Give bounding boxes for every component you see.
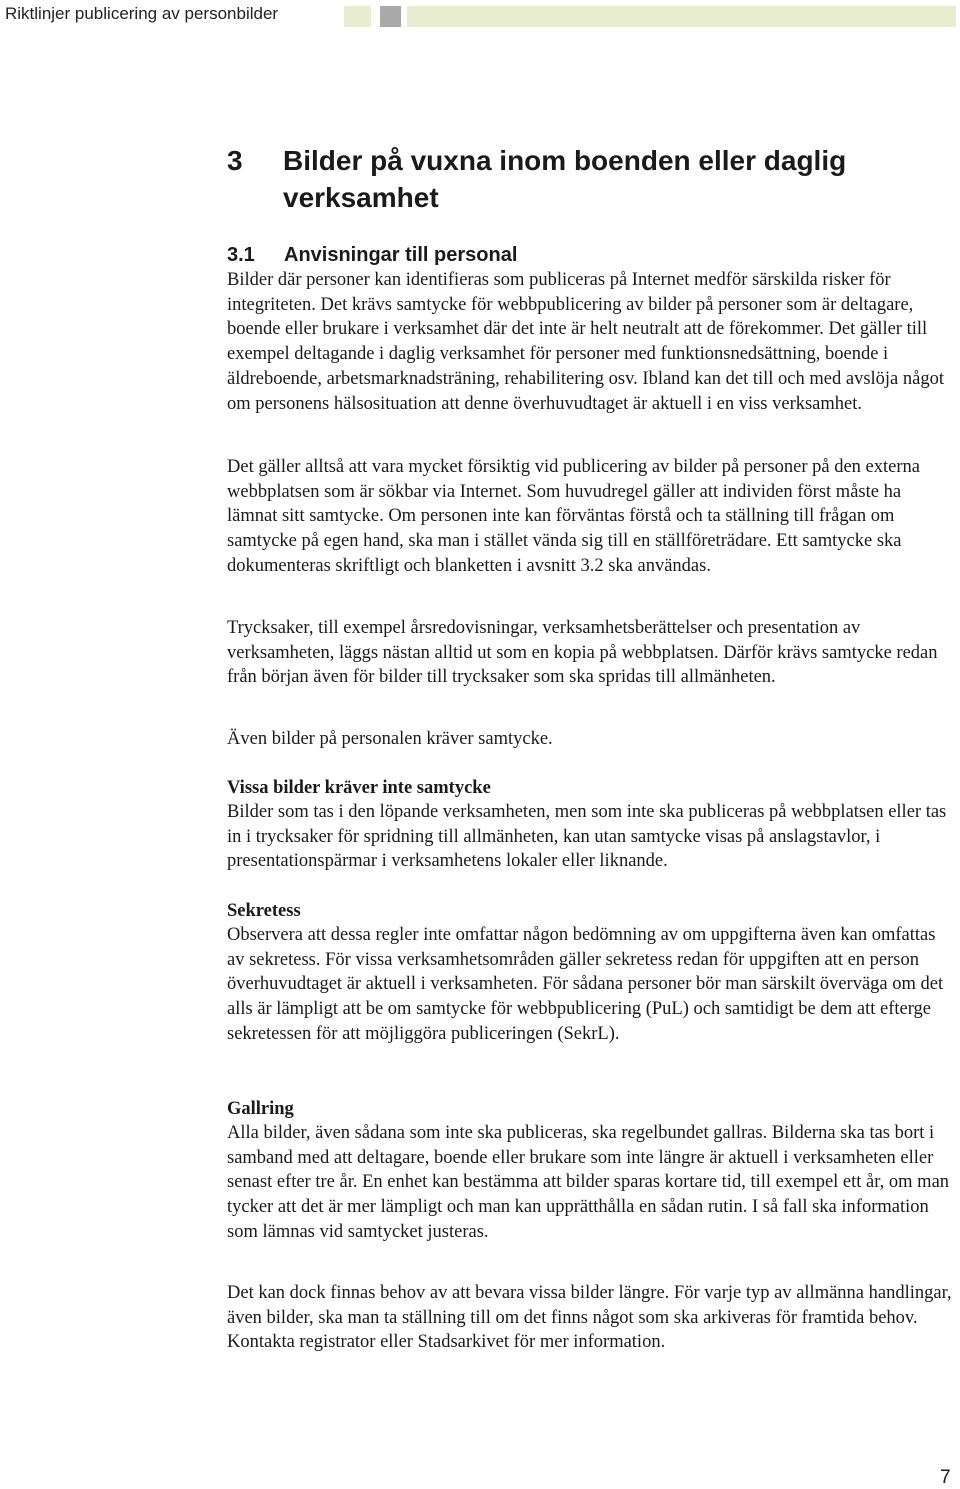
- section-title: Anvisningar till personal: [284, 244, 518, 266]
- body-paragraph: Det gäller alltså att vara mycket försiktig vid publicering av bilder på personer på den externa webbplatsen som är sökbar via Internet. Som huvudregel gäller att individen först måste ha lämnat sitt samtycke. Om personen inte kan förväntas förstå och ta ställning till frågan om samtycke på egen hand, ska man i stället vända sig till en ställföreträdare. Ett samtycke ska dokumenteras skriftligt och blanketten i avsnitt 3.2 ska användas.: [227, 457, 920, 576]
- subsection-heading: Gallring: [227, 1099, 294, 1119]
- running-header: [0, 0, 960, 30]
- subsection-paragraph: Bilder som tas i den löpande verksamheten, men som inte ska publiceras på webbplatsen eller tas in i trycksaker för spridning till allmänheten, kan utan samtycke visas på anslagstavlor, i presentationspärmar i verksamhetens lokaler eller liknande.: [227, 802, 947, 872]
- subsection-paragraph: Det kan dock finnas behov av att bevara vissa bilder längre. För varje typ av allmänna handlingar, även bilder, ska man ta ställning till om det finns något som ska arkiveras för framtida behov. Kontakta registrator eller Stadsarkivet för mer information.: [227, 1283, 952, 1353]
- document-title: Riktlinjer publicering av personbilder: [5, 4, 279, 23]
- body-paragraph: Även bilder på personalen kräver samtycke.: [227, 729, 553, 749]
- subsection-paragraph: Alla bilder, även sådana som inte ska publiceras, ska regelbundet gallras. Bilderna ska tas bort i samband med att deltagare, boende eller brukare som inte längre är aktuell i verksamheten eller senast efter tre år. En enhet kan bestämma att bilder sparas kortare tid, till exempel ett år, om man tycker att det är mer lämpligt och man kan upprätthålla en sådan rutin. I så fall ska information som lämnas vid samtycket justeras.: [227, 1123, 950, 1242]
- body-paragraph: Trycksaker, till exempel årsredovisningar, verksamhetsberättelser och presentation av verksamheten, läggs nästan alltid ut som en kopia på webbplatsen. Därför krävs samtycke redan från början även för bilder till trycksaker som ska spridas till allmänheten.: [227, 618, 938, 688]
- header-decoration-block: [380, 6, 401, 27]
- subsection-heading: Sekretess: [227, 901, 301, 921]
- page-number: 7: [940, 1467, 951, 1488]
- subsection-paragraph: Observera att dessa regler inte omfattar någon bedömning av om uppgifterna även kan omfattas av sekretess. För vissa verksamhetsområden gäller sekretess redan för uppgiften att en person överhuvudtaget är aktuell i verksamheten. För sådana personer bör man särskilt överväga om det alls är lämpligt att be om samtycke för webbpublicering (PuL) och samtidigt be dem att efterge sekretessen för att möjliggöra publiceringen (SekrL).: [227, 925, 944, 1044]
- section-number: 3.1: [227, 244, 255, 266]
- subsection-heading: Vissa bilder kräver inte samtycke: [227, 778, 491, 798]
- header-decoration-bar: [407, 6, 956, 27]
- header-decoration-block: [344, 6, 371, 27]
- chapter-title: Bilder på vuxna inom boenden eller daglig verksamhet: [283, 145, 847, 213]
- body-paragraph: Bilder där personer kan identifieras som publiceras på Internet medför särskilda risker för integriteten. Det krävs samtycke för webbpublicering av bilder på personer som är deltagare, boende eller brukare i verksamhet där det inte är helt neutralt att de förekommer. Det gäller till exempel deltagande i daglig verksamhet för personer med funktionsnedsättning, boende i äldreboende, arbetsmarknadsträning, rehabilitering osv. Ibland kan det till och med avslöja något om personens hälsosituation att denne överhuvudtaget är aktuell i en viss verksamhet.: [227, 270, 944, 414]
- chapter-number: 3: [227, 145, 243, 176]
